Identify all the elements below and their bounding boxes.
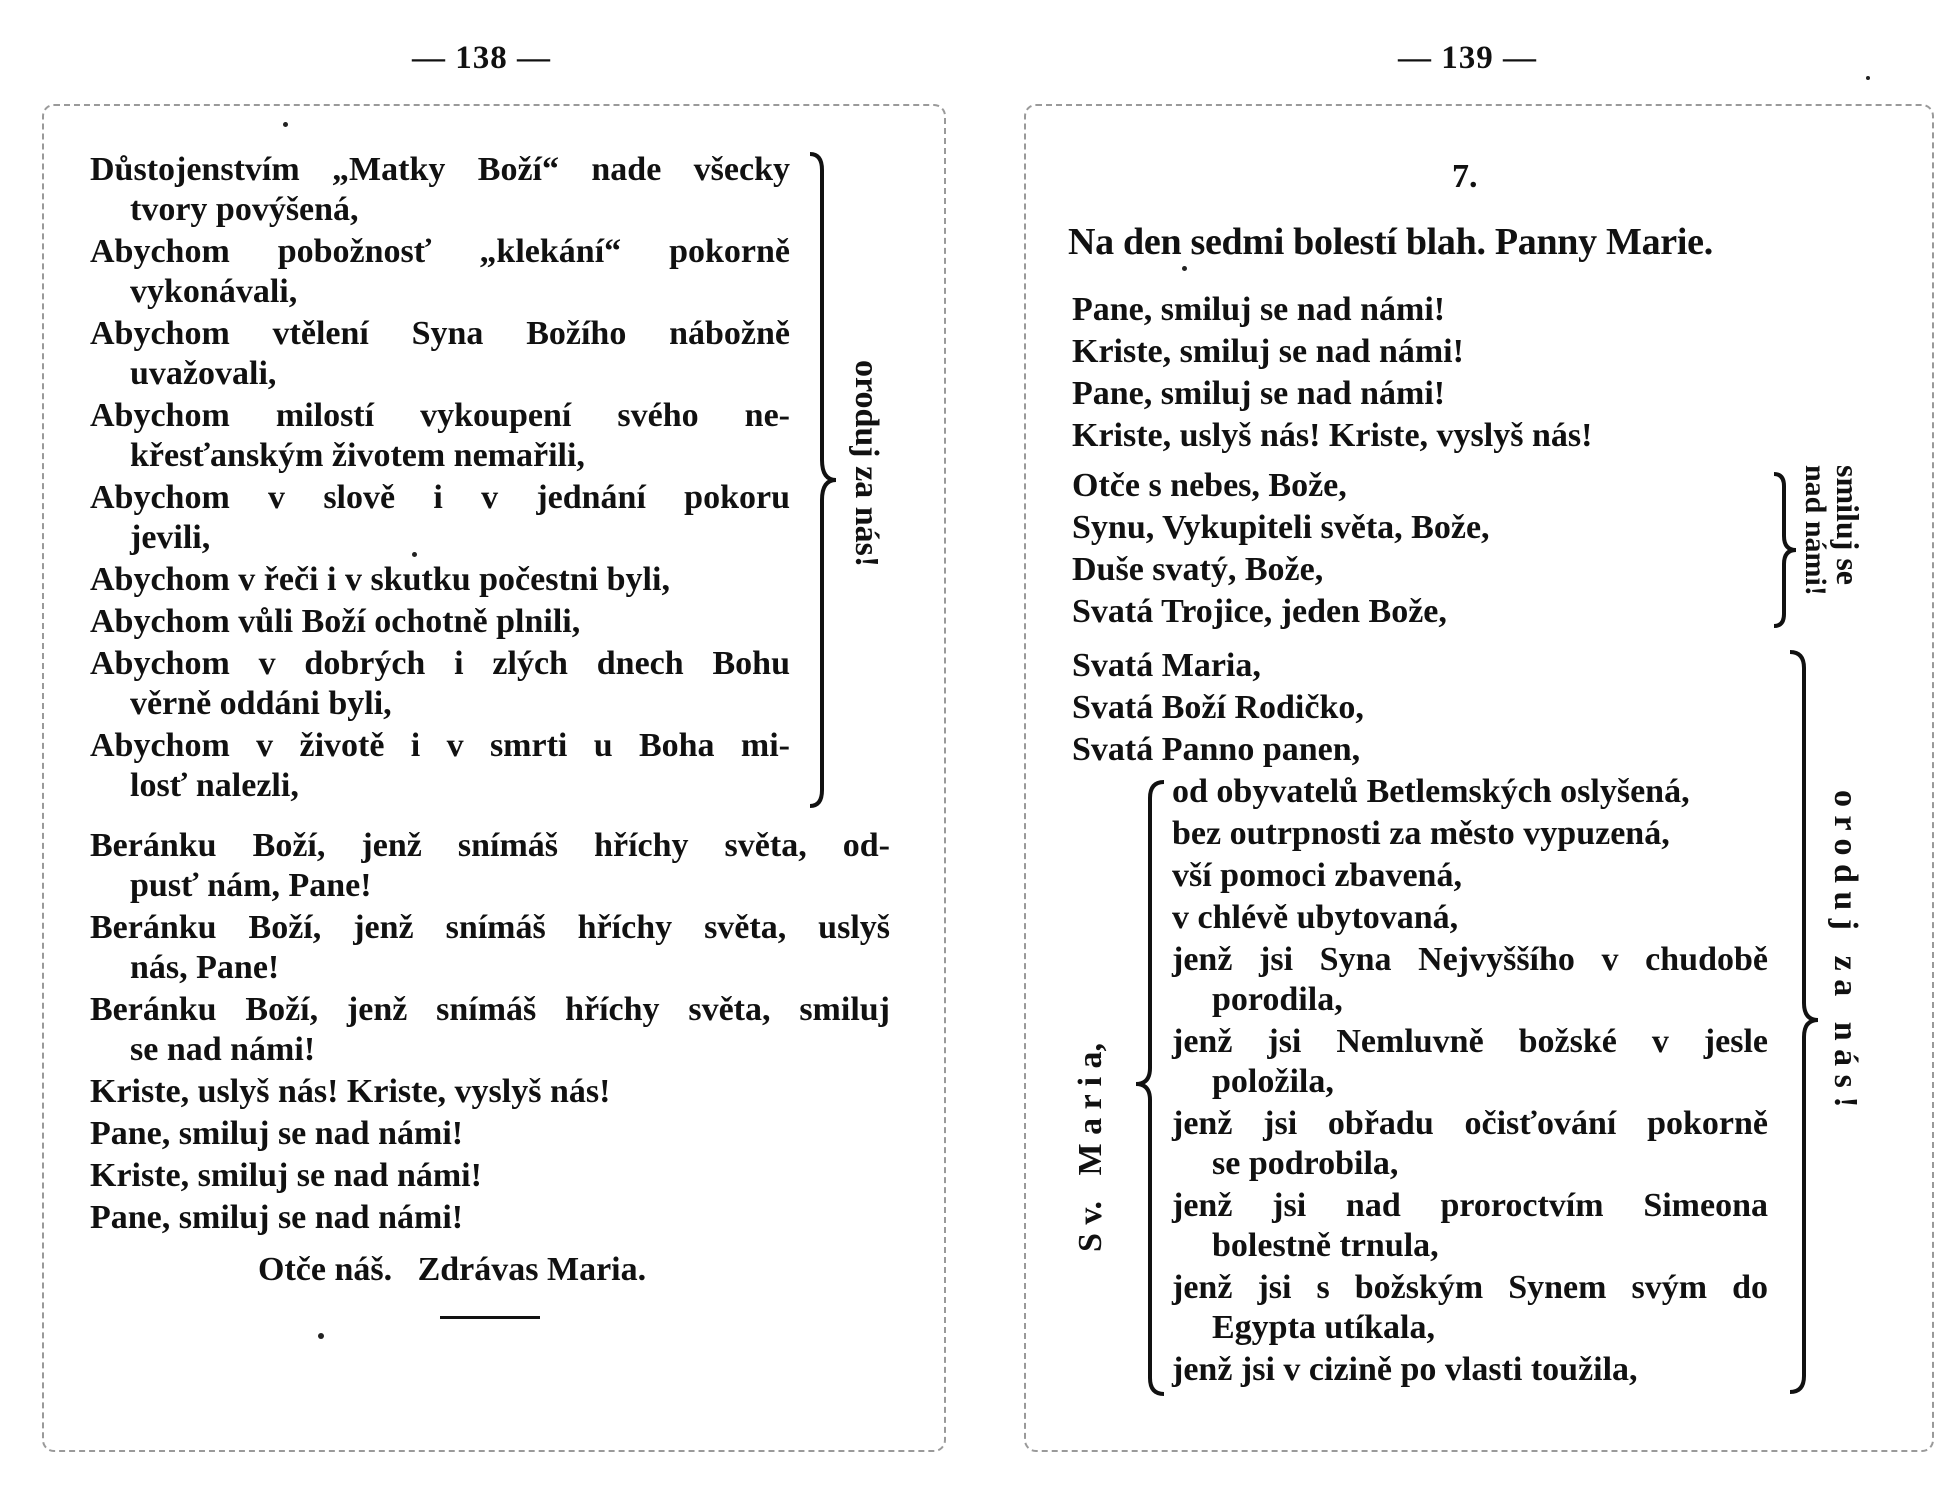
ink-speck <box>318 1333 324 1339</box>
invocation-line: v chlévě ubytovaná, <box>1172 899 1459 936</box>
invocation-line: jenž jsi nad proroctvím Simeona <box>1172 1187 1768 1224</box>
litany-line: Abychom vůli Boží ochotně plnili, <box>90 603 581 640</box>
litany-line: Abychom vtělení Syna Božího nábožně <box>90 315 790 352</box>
trinity-line: Duše svatý, Bože, <box>1072 551 1324 588</box>
kyrie-line: Pane, smiluj se nad námi! <box>1072 375 1446 412</box>
litany-line: Abychom pobožnosť „klekání“ pokorně <box>90 233 790 270</box>
closing-line: Beránku Boží, jenž snímáš hříchy světa, uslyš <box>90 909 890 946</box>
mary-line: Svatá Maria, <box>1072 647 1261 684</box>
trinity-line: Svatá Trojice, jeden Bože, <box>1072 593 1447 630</box>
left-page-number: — 138 — <box>412 40 551 76</box>
invocation-line: porodila, <box>1212 981 1343 1018</box>
left-litany-response: oroduj za nás! <box>848 360 885 568</box>
litany-line: věrně oddáni byli, <box>130 685 392 722</box>
trinity-response-line2: nad námi! <box>1799 465 1832 596</box>
litany-line: tvory povýšená, <box>130 191 359 228</box>
mary-line: Svatá Panno panen, <box>1072 731 1361 768</box>
trinity-line: Otče s nebes, Bože, <box>1072 467 1347 504</box>
invocation-line: položila, <box>1212 1063 1334 1100</box>
invocation-line: bolestně trnula, <box>1212 1227 1439 1264</box>
litany-line: uvažovali, <box>130 355 277 392</box>
ink-speck <box>1182 266 1187 271</box>
ink-speck <box>412 552 417 557</box>
invocation-line: jenž jsi v cizině po vlasti toužila, <box>1172 1351 1638 1388</box>
litany-line: Abychom milostí vykoupení svého ne- <box>90 397 790 434</box>
ink-speck <box>283 122 288 127</box>
kyrie-line: Pane, smiluj se nad námi! <box>1072 291 1446 328</box>
invocation-line: jenž jsi Nemluvně božské v jesle <box>1172 1023 1768 1060</box>
invocation-line: od obyvatelů Betlemských oslyšená, <box>1172 773 1690 810</box>
section-number: 7. <box>1452 158 1478 195</box>
litany-line: křesťanským životem nemařili, <box>130 437 585 474</box>
closing-line: nás, Pane! <box>130 949 280 986</box>
litany-line: jevili, <box>130 519 211 556</box>
trinity-response-line1: smiluj se <box>1830 465 1866 585</box>
closing-line: pusť nám, Pane! <box>130 867 372 904</box>
litany-line: vykonávali, <box>130 273 298 310</box>
invocation-left-brace <box>1128 778 1168 1398</box>
mary-line: Svatá Boží Rodičko, <box>1072 689 1364 726</box>
invocation-line: vší pomoci zbavená, <box>1172 857 1462 894</box>
litany-line: Abychom v řeči i v skutku počestni byli, <box>90 561 670 598</box>
mary-response: o r o d u j z a n á s ! <box>1827 790 1864 1108</box>
litany-line: Důstojenstvím „Matky Boží“ nade všecky <box>90 151 790 188</box>
litany-line: Abychom v slově i v jednání pokoru <box>90 479 790 516</box>
litany-line: Abychom v životě i v smrti u Boha mi- <box>90 727 790 764</box>
section-title: Na den sedmi bolestí blah. Panny Marie. <box>1068 221 1713 263</box>
kyrie-line: Kriste, uslyš nás! Kriste, vyslyš nás! <box>1072 417 1593 454</box>
closing-line: Kriste, smiluj se nad námi! <box>90 1157 482 1194</box>
invocation-line: jenž jsi Syna Nejvyššího v chudobě <box>1172 941 1768 978</box>
closing-rule <box>440 1316 540 1319</box>
closing-line: Pane, smiluj se nad námi! <box>90 1199 464 1236</box>
closing-line: Kriste, uslyš nás! Kriste, vyslyš nás! <box>90 1073 611 1110</box>
invocation-line: se podrobila, <box>1212 1145 1399 1182</box>
invocation-line: jenž jsi obřadu očisťování pokorně <box>1172 1105 1768 1142</box>
kyrie-line: Kriste, smiluj se nad námi! <box>1072 333 1464 370</box>
ink-speck <box>1866 76 1870 80</box>
mary-right-brace <box>1786 648 1826 1398</box>
closing-line: Pane, smiluj se nad námi! <box>90 1115 464 1152</box>
invocation-line: jenž jsi s božským Synem svým do <box>1172 1269 1768 1306</box>
sv-maria-label: S v. M a r i a, <box>1072 1042 1109 1252</box>
closing-line: Beránku Boží, jenž snímáš hříchy světa, smiluj <box>90 991 890 1028</box>
litany-line: Abychom v dobrých i zlých dnech Bohu <box>90 645 790 682</box>
closing-line: Beránku Boží, jenž snímáš hříchy světa, od- <box>90 827 890 864</box>
trinity-line: Synu, Vykupiteli světa, Bože, <box>1072 509 1490 546</box>
litany-line: losť nalezli, <box>130 767 299 804</box>
right-page-number: — 139 — <box>1398 40 1537 76</box>
left-litany-brace <box>806 150 846 810</box>
invocation-line: Egypta utíkala, <box>1212 1309 1435 1346</box>
invocation-line: bez outrpnosti za město vypuzená, <box>1172 815 1670 852</box>
closing-line: se nad námi! <box>130 1031 316 1068</box>
prayers-line: Otče náš. Zdrávas Maria. <box>258 1251 647 1288</box>
